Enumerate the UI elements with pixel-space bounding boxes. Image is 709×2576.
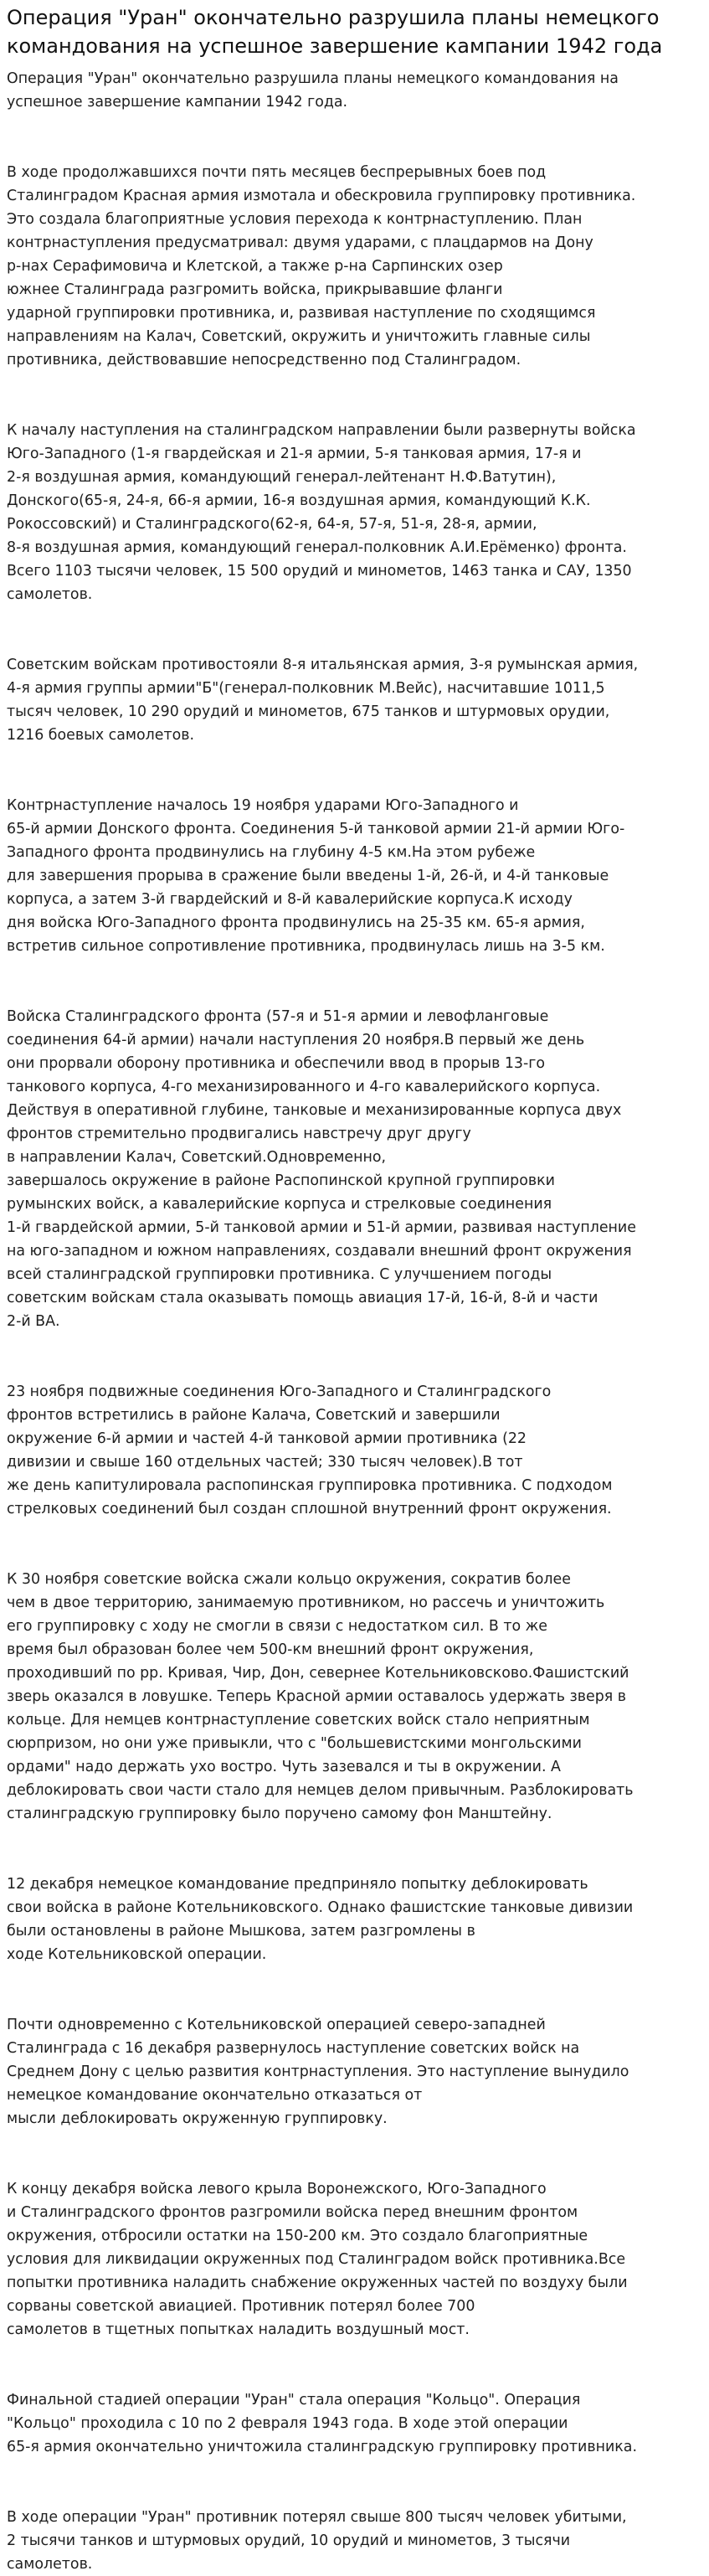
article-paragraph [7, 2177, 702, 2342]
paragraph-line: дня войска Юго-Западного фронта продвинулись на 25-35 км. 65-я армия, [7, 914, 585, 931]
paragraph-line: Это создала благоприятные условия перехода к контрнаступлению. План [7, 211, 583, 228]
article-lead-line: успешное завершение кампании 1942 года. [7, 94, 348, 111]
paragraph-line: 2 тысячи танков и штурмовых орудий, 10 орудий и минометов, 3 тысячи [7, 2532, 571, 2549]
paragraph-line: Советским войскам противостояли 8-я итальянская армия, 3-я румынская армия, [7, 657, 639, 673]
paragraph-line: соединения 64-й армии) начали наступления 20 ноября.В первый же день [7, 1032, 585, 1048]
paragraph-line: 2-я воздушная армия, командующий генерал-лейтенант Н.Ф.Ватутин), [7, 469, 557, 486]
paragraph-line: ударной группировки противника, и, развивая наступление по сходящимся [7, 305, 596, 322]
article-paragraph [7, 161, 702, 372]
paragraph-line: немецкое командование окончательно отказаться от [7, 2087, 423, 2104]
paragraph-line: зверь оказался в ловушке. Теперь Красной армии оставалось удержать зверя в [7, 1688, 626, 1705]
article-paragraph [7, 2013, 702, 2130]
paragraph-line: румынских войск, а кавалерийские корпуса и стрелковые соединения [7, 1196, 552, 1213]
paragraph-line: его группировку с ходу не смогли в связи с недостатком сил. В то же [7, 1618, 548, 1635]
paragraph-line: Рокоссовский) и Сталинградского(62-я, 64-я, 57-я, 51-я, 28-я, армии, [7, 516, 537, 533]
paragraph-line: сорваны советской авиацией. Противник потерял более 700 [7, 2298, 475, 2315]
paragraph-line: ордами" надо держать ухо востро. Чуть зазевался и ты в окружении. А [7, 1759, 561, 1775]
paragraph-line: "Кольцо" проходила с 10 по 2 февраля 1943 года. В ходе этой операции [7, 2415, 568, 2432]
paragraph-line: Почти одновременно с Котельниковской операцией северо-западней [7, 2017, 546, 2033]
paragraph-line: стрелковых соединений был создан сплошной внутренний фронт окружения. [7, 1501, 612, 1517]
paragraph-line: попытки противника наладить снабжение окруженных частей по воздуху были [7, 2275, 628, 2291]
paragraph-line: Финальной стадией операции "Уран" стала операция "Кольцо". Операция [7, 2392, 581, 2409]
paragraph-line: Действуя в оперативной глубине, танковые и механизированные корпуса двух [7, 1102, 622, 1119]
paragraph-line: фронтов встретились в районе Калача, Советский и завершили [7, 1407, 501, 1424]
paragraph-line: 65-я армия окончательно уничтожила сталинградскую группировку противника. [7, 2439, 637, 2455]
paragraph-line: Донского(65-я, 24-я, 66-я армии, 16-я воздушная армия, командующий К.К. [7, 492, 591, 509]
paragraph-line: советским войскам стала оказывать помощь авиация 17-й, 16-й, 8-й и части [7, 1290, 599, 1306]
paragraph-line: деблокировать свои части стало для немцев делом привычным. Разблокировать [7, 1782, 634, 1799]
article-title-line: Операция "Уран" окончательно разрушила планы немецкого [7, 6, 660, 29]
paragraph-line: были остановлены в районе Мышкова, затем разгромлены в [7, 1923, 475, 1940]
paragraph-line: К началу наступления на сталинградском направлении были развернуты войска [7, 422, 636, 439]
paragraph-line: ходе Котельниковской операции. [7, 1946, 267, 1963]
paragraph-line: самолетов в тщетных попытках наладить воздушный мост. [7, 2321, 470, 2338]
paragraph-line: Войска Сталинградского фронта (57-я и 51-я армии и левофланговые [7, 1008, 549, 1025]
paragraph-line: корпуса, а затем 3-й гвардейский и 8-й кавалерийские корпуса.К исходу [7, 891, 573, 908]
paragraph-line: В ходе продолжавшихся почти пять месяцев беспрерывных боев под [7, 164, 547, 181]
article-body [7, 161, 702, 2576]
article-paragraph [7, 1380, 702, 1521]
paragraph-line: сталинградскую группировку было поручено самому фон Манштейну. [7, 1806, 552, 1822]
paragraph-line: кольце. Для немцев контрнаступление советских войск стало неприятным [7, 1712, 590, 1728]
article-paragraph [7, 653, 702, 747]
paragraph-line: 1-й гвардейской армии, 5-й танковой армии и 51-й армии, развивая наступление [7, 1219, 636, 1236]
paragraph-line: Сталинградом Красная армия измотала и обескровила группировку противника. [7, 188, 636, 204]
paragraph-line: контрнаступления предусматривал: двумя ударами, с плацдармов на Дону [7, 234, 593, 251]
paragraph-line: Контрнаступление началось 19 ноября ударами Юго-Западного и [7, 797, 519, 814]
paragraph-line: южнее Сталинграда разгромить войска, прикрывавшие фланги [7, 281, 503, 298]
paragraph-line: тысяч человек, 10 290 орудий и минометов, 675 танков и штурмовых орудии, [7, 703, 610, 720]
article-paragraph [7, 1568, 702, 1826]
paragraph-line: р-нах Серафимовича и Клетской, а также р-на Сарпинских озер [7, 258, 503, 275]
paragraph-line: 8-я воздушная армия, командующий генерал-полковник А.И.Ерёменко) фронта. [7, 539, 627, 556]
paragraph-line: Западного фронта продвинулись на глубину 4-5 км.На этом рубеже [7, 844, 536, 861]
paragraph-line: и Сталинградского фронтов разгромили войска перед внешним фронтом [7, 2204, 578, 2221]
paragraph-line: Всего 1103 тысячи человек, 15 500 орудий и минометов, 1463 танка и САУ, 1350 [7, 563, 632, 580]
paragraph-line: на юго-западном и южном направлениях, создавали внешний фронт окружения [7, 1243, 632, 1260]
paragraph-line: 4-я армия группы армии"Б"(генерал-полковник М.Вейс), насчитавшие 1011,5 [7, 680, 605, 697]
article-title-line: командования на успешное завершение кампании 1942 года [7, 34, 663, 58]
paragraph-line: для завершения прорыва в сражение были введены 1-й, 26-й, и 4-й танковые [7, 868, 609, 884]
paragraph-line: они прорвали оборону противника и обеспечили ввод в прорыв 13-го [7, 1055, 546, 1072]
paragraph-line: свои войска в районе Котельниковского. Однако фашистские танковые дивизии [7, 1899, 634, 1916]
paragraph-line: В ходе операции "Уран" противник потерял свыше 800 тысяч человек убитыми, [7, 2509, 627, 2526]
paragraph-line: 2-й ВА. [7, 1313, 60, 1330]
paragraph-line: противника, действовавшие непосредственно под Сталинградом. [7, 352, 521, 368]
paragraph-line: окружение 6-й армии и частей 4-й танковой армии противника (22 [7, 1430, 527, 1447]
article-paragraph [7, 794, 702, 958]
paragraph-line: мысли деблокировать окруженную группировку. [7, 2110, 388, 2127]
paragraph-line: 65-й армии Донского фронта. Соединения 5-й танковой армии 21-й армии Юго- [7, 821, 625, 837]
paragraph-line: 12 декабря немецкое командование предприняло попытку деблокировать [7, 1876, 588, 1893]
paragraph-line: завершалось окружение в районе Распопинской крупной группировки [7, 1172, 555, 1189]
paragraph-line: К 30 ноября советские войска сжали кольцо окружения, сократив более [7, 1571, 571, 1588]
paragraph-line: всей сталинградской группировки противника. С улучшением погоды [7, 1266, 552, 1283]
paragraph-line: в направлении Калач, Советский.Одновременно, [7, 1149, 387, 1166]
article-paragraph [7, 1005, 702, 1333]
paragraph-line: условия для ликвидации окруженных под Сталинградом войск противника.Все [7, 2251, 626, 2268]
paragraph-line: 23 ноября подвижные соединения Юго-Западного и Сталинградского [7, 1383, 552, 1400]
paragraph-line: фронтов стремительно продвигались навстречу друг другу [7, 1126, 471, 1142]
paragraph-line: Сталинграда с 16 декабря развернулось наступление советских войск на [7, 2040, 580, 2057]
article-lead-line: Операция "Уран" окончательно разрушила планы немецкого командования на [7, 70, 619, 87]
paragraph-line: самолетов. [7, 586, 93, 603]
article-paragraph [7, 2388, 702, 2459]
paragraph-line: время был образован более чем 500-км внешний фронт окружения, [7, 1641, 534, 1658]
paragraph-line: 1216 боевых самолетов. [7, 727, 194, 744]
paragraph-line: встретив сильное сопротивление противника, продвинулась лишь на 3-5 км. [7, 938, 605, 955]
article-lead [7, 67, 702, 114]
paragraph-line: чем в двое территорию, занимаемую противником, но рассечь и уничтожить [7, 1595, 605, 1611]
paragraph-line: Среднем Дону с целью развития контрнаступления. Это наступление вынудило [7, 2063, 629, 2080]
paragraph-line: К концу декабря войска левого крыла Воронежского, Юго-Западного [7, 2181, 547, 2197]
paragraph-line: самолетов. [7, 2556, 93, 2573]
paragraph-line: же день капитулировала распопинская группировка противника. С подходом [7, 1477, 613, 1494]
paragraph-line: сюрпризом, но они уже привыкли, что с "большевистскими монгольскими [7, 1735, 582, 1752]
paragraph-line: проходивший по рр. Кривая, Чир, Дон, севернее Котельниковсково.Фашистский [7, 1665, 629, 1682]
article-paragraph [7, 419, 702, 606]
paragraph-line: дивизии и свыше 160 отдельных частей; 330 тысяч человек).В тот [7, 1454, 523, 1471]
paragraph-line: танкового корпуса, 4-го механизированного и 4-го кавалерийского корпуса. [7, 1079, 601, 1095]
paragraph-line: окружения, отбросили остатки на 150-200 км. Это создало благоприятные [7, 2228, 588, 2244]
paragraph-line: направлениям на Калач, Советский, окружить и уничтожить главные силы [7, 328, 591, 345]
paragraph-line: Юго-Западного (1-я гвардейская и 21-я армии, 5-я танковая армия, 17-я и [7, 446, 582, 462]
article-title [7, 3, 702, 60]
article-paragraph [7, 1873, 702, 1966]
article-paragraph [7, 2506, 702, 2576]
